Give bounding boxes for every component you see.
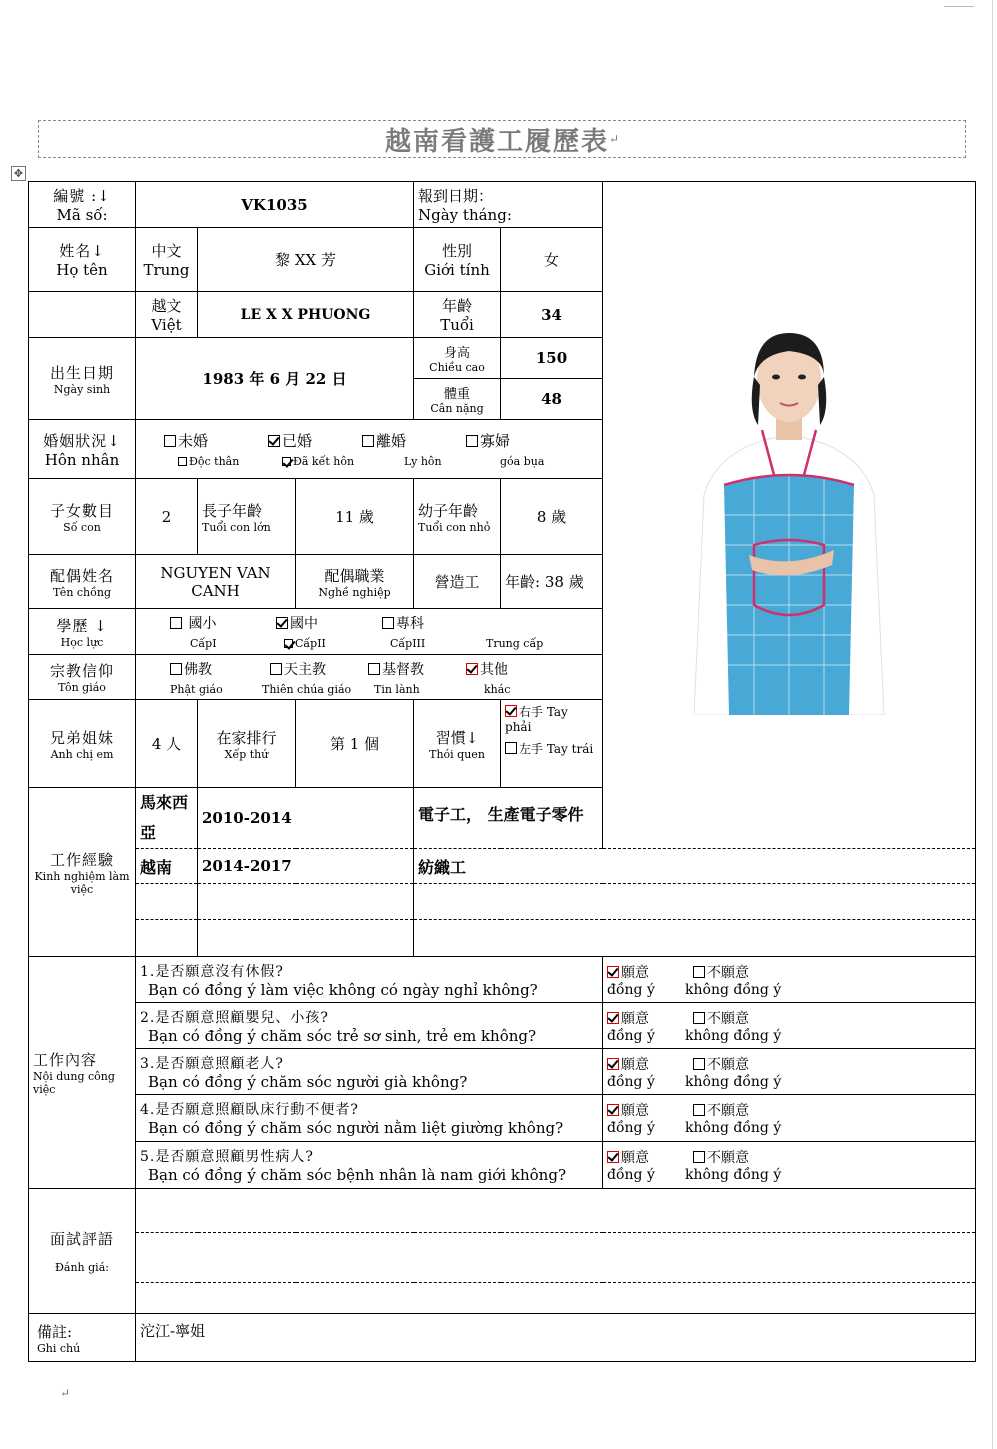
weight-value: 48	[501, 379, 603, 420]
birth-value: 1983 年 6 月 22 日	[136, 338, 414, 420]
marital-option-widowed[interactable]: 寡婦	[466, 430, 510, 451]
religion-label: 宗教信仰 Tôn giáo	[29, 655, 136, 700]
checkbox-icon	[178, 457, 187, 466]
task-2-no[interactable]: 不願意	[693, 1011, 749, 1027]
checkbox-icon[interactable]	[170, 617, 182, 629]
work-desc-4	[414, 920, 976, 957]
rank-value: 第 1 個	[296, 700, 414, 788]
work-desc-1: 電子工， 生產電子零件	[414, 788, 976, 849]
task-4: 4.是否願意照顧臥床行動不便者? Bạn có đồng ý chăm sóc người nằm liệt giường không?	[136, 1095, 603, 1142]
review-line-1[interactable]	[136, 1189, 976, 1233]
page-corner-mark	[944, 6, 974, 7]
review-line-3[interactable]	[136, 1283, 976, 1314]
hand-options	[501, 700, 603, 788]
religion-catholic-vi: Thiên chúa giáo	[262, 682, 352, 696]
checkbox-icon[interactable]	[466, 435, 478, 447]
name-label: 姓名↓ Họ tên	[29, 228, 136, 292]
checkbox-checked-icon[interactable]	[276, 617, 288, 629]
marital-single-vi: Độc thân	[178, 455, 282, 468]
id-value: VK1035	[136, 182, 414, 228]
marital-option-single[interactable]: 未婚	[164, 430, 268, 451]
task-3-no[interactable]: 不願意	[693, 1057, 749, 1073]
table-move-handle-icon[interactable]: ✥	[11, 166, 26, 181]
tasks-label: 工作內容 Nội dung công việc	[29, 957, 136, 1189]
checkbox-checked-icon[interactable]	[607, 1012, 619, 1024]
task-5-no[interactable]: 不願意	[693, 1150, 749, 1166]
height-value: 150	[501, 338, 603, 379]
task-1-answer: 願意 不願意 đồng ý không đồng ý	[603, 957, 976, 1003]
applicant-photo	[674, 315, 904, 715]
work-place-4	[136, 920, 198, 957]
task-2-yes[interactable]: 願意	[607, 1008, 693, 1028]
marital-option-married[interactable]: 已婚	[268, 430, 362, 451]
work-years-1: 2010-2014	[198, 788, 414, 849]
religion-option-buddhism[interactable]: 佛教	[170, 659, 270, 679]
religion-options	[136, 655, 603, 700]
empty-cell	[29, 292, 136, 338]
checkbox-icon[interactable]	[362, 435, 374, 447]
spouse-job-label: 配偶職業 Nghề nghiệp	[296, 555, 414, 609]
work-place-1: 馬來西亞	[136, 788, 198, 849]
age-value: 34	[501, 292, 603, 338]
work-years-3	[198, 884, 414, 920]
checkbox-icon[interactable]	[693, 1058, 705, 1070]
checkbox-checked-icon	[284, 639, 293, 648]
task-2-answer: 願意 不願意 đồng ý không đồng ý	[603, 1003, 976, 1049]
weight-label: 體重 Cân nặng	[414, 379, 501, 420]
checkbox-icon[interactable]	[693, 1151, 705, 1163]
eldest-value: 11 歲	[296, 479, 414, 555]
work-place-2: 越南	[136, 849, 198, 884]
notes-value: 沱江-寧姐	[136, 1314, 976, 1362]
height-label: 身高 Chiều cao	[414, 338, 501, 379]
date-cell: 報到日期： Ngày tháng:	[414, 182, 603, 228]
checkbox-icon[interactable]	[505, 742, 517, 754]
checkbox-checked-icon[interactable]	[607, 1151, 619, 1163]
id-label: 編號 :↓ Mã số:	[29, 182, 136, 228]
work-label: 工作經驗 Kinh nghiệm làm việc	[29, 788, 136, 957]
education-vocational-vi: Trung cấp	[486, 637, 544, 650]
rank-label: 在家排行 Xếp thứ	[198, 700, 296, 788]
religion-buddhism-vi: Phật giáo	[170, 682, 223, 696]
photo-cell	[603, 182, 976, 849]
task-2: 2.是否願意照顧嬰兒、小孩? Bạn có đồng ý chăm sóc trẻ sơ sinh, trẻ em không?	[136, 1003, 603, 1049]
checkbox-icon[interactable]	[693, 1012, 705, 1024]
page-edge	[992, 0, 993, 1449]
marital-married-vi: Đã kết hôn	[282, 455, 404, 468]
task-5: 5.是否願意照顧男性病人? Bạn có đồng ý chăm sóc bệnh nhân là nam giới không?	[136, 1142, 603, 1189]
task-5-yes[interactable]: 願意	[607, 1147, 693, 1167]
task-4-no[interactable]: 不願意	[693, 1103, 749, 1119]
name-vn-label: 越文 Việt	[136, 292, 198, 338]
checkbox-checked-icon[interactable]	[505, 705, 517, 717]
religion-option-catholic[interactable]: 天主教	[270, 659, 368, 679]
task-3: 3.是否願意照顧老人? Bạn có đồng ý chăm sóc người già không?	[136, 1049, 603, 1095]
siblings-count: 4 人	[136, 700, 198, 788]
page-title: 越南看護工履歷表	[384, 126, 609, 157]
task-5-answer: 願意 不願意 đồng ý không đồng ý	[603, 1142, 976, 1189]
habit-label: 習慣↓ Thói quen	[414, 700, 501, 788]
work-place-3	[136, 884, 198, 920]
age-label: 年齡 Tuổi	[414, 292, 501, 338]
resume-table-wrap	[28, 181, 975, 1362]
checkbox-icon[interactable]	[270, 663, 282, 675]
marital-divorced-vi: Ly hôn	[404, 455, 442, 468]
children-count: 2	[136, 479, 198, 555]
checkbox-icon[interactable]	[693, 966, 705, 978]
checkbox-checked-icon[interactable]	[466, 663, 478, 675]
hand-left[interactable]: 左手 Tay trái	[505, 740, 598, 757]
task-4-answer: 願意 不願意 đồng ý không đồng ý	[603, 1095, 976, 1142]
education-college-vi: CấpIII	[390, 637, 426, 650]
name-zh-value: 黎 XX 芳	[198, 228, 414, 292]
gender-value: 女	[501, 228, 603, 292]
work-desc-3	[414, 884, 976, 920]
marital-options	[136, 420, 603, 479]
task-1: 1.是否願意沒有休假? Bạn có đồng ý làm việc không có ngày nghỉ không?	[136, 957, 603, 1003]
religion-other-vi: khác	[484, 682, 511, 696]
religion-option-other[interactable]: 其他	[466, 659, 508, 679]
spouse-label: 配偶姓名 Tên chồng	[29, 555, 136, 609]
work-desc-2: 紡織工	[414, 849, 976, 884]
checkbox-checked-icon[interactable]	[607, 1058, 619, 1070]
checkbox-checked-icon	[282, 457, 291, 466]
checkbox-icon[interactable]	[693, 1104, 705, 1116]
marital-label: 婚姻狀況↓ Hôn nhân	[29, 420, 136, 479]
marital-widowed-vi: góa bụa	[500, 455, 545, 468]
resume-table	[28, 181, 976, 1362]
task-3-yes[interactable]: 願意	[607, 1054, 693, 1074]
checkbox-checked-icon[interactable]	[607, 1104, 619, 1116]
youngest-label: 幼子年齡 Tuổi con nhỏ	[414, 479, 501, 555]
spouse-name: NGUYEN VAN CANH	[136, 555, 296, 609]
marital-option-divorced[interactable]: 離婚	[362, 430, 466, 451]
task-1-yes[interactable]: 願意	[607, 962, 693, 982]
education-label: 學歷 ↓ Học lực	[29, 609, 136, 655]
religion-option-protestant[interactable]: 基督教	[368, 659, 466, 679]
spouse-age: 年齡: 38 歲	[501, 555, 603, 609]
checkbox-icon[interactable]	[170, 663, 182, 675]
notes-label: 備註: Ghi chú	[29, 1314, 136, 1362]
siblings-label: 兄弟姐妹 Anh chị em	[29, 700, 136, 788]
religion-protestant-vi: Tin lành	[374, 682, 420, 696]
checkbox-checked-icon[interactable]	[607, 966, 619, 978]
children-label: 子女數目 Số con	[29, 479, 136, 555]
education-primary-vi: CấpI	[190, 637, 217, 650]
gender-label: 性別 Giới tính	[414, 228, 501, 292]
title-frame: 越南看護工履歷表 ↵	[38, 120, 966, 158]
task-3-answer: 願意 不願意 đồng ý không đồng ý	[603, 1049, 976, 1095]
work-years-4	[198, 920, 414, 957]
checkbox-icon[interactable]	[368, 663, 380, 675]
hand-right[interactable]: 右手 Tay phải	[505, 705, 568, 734]
checkbox-icon[interactable]	[164, 435, 176, 447]
review-label: 面試評語 Đánh giá:	[29, 1189, 136, 1314]
spouse-job-value: 營造工	[414, 555, 501, 609]
education-option-college[interactable]: 專科	[382, 613, 424, 633]
task-4-yes[interactable]: 願意	[607, 1100, 693, 1120]
education-option-middle[interactable]: 國中	[276, 613, 382, 633]
youngest-value: 8 歲	[501, 479, 603, 555]
paragraph-mark: ↵	[60, 1386, 71, 1400]
checkbox-checked-icon[interactable]	[268, 435, 280, 447]
birth-label: 出生日期 Ngày sinh	[29, 338, 136, 420]
eldest-label: 長子年齡 Tuổi con lớn	[198, 479, 296, 555]
name-zh-label: 中文 Trung	[136, 228, 198, 292]
education-option-primary[interactable]: 國小	[170, 613, 276, 633]
education-options	[136, 609, 603, 655]
task-1-no[interactable]: 不願意	[693, 965, 749, 981]
review-line-2[interactable]	[136, 1233, 976, 1283]
name-vn-value: LE X X PHUONG	[198, 292, 414, 338]
work-years-2: 2014-2017	[198, 849, 414, 884]
checkbox-icon[interactable]	[382, 617, 394, 629]
education-middle-vi: CấpII	[284, 637, 390, 650]
